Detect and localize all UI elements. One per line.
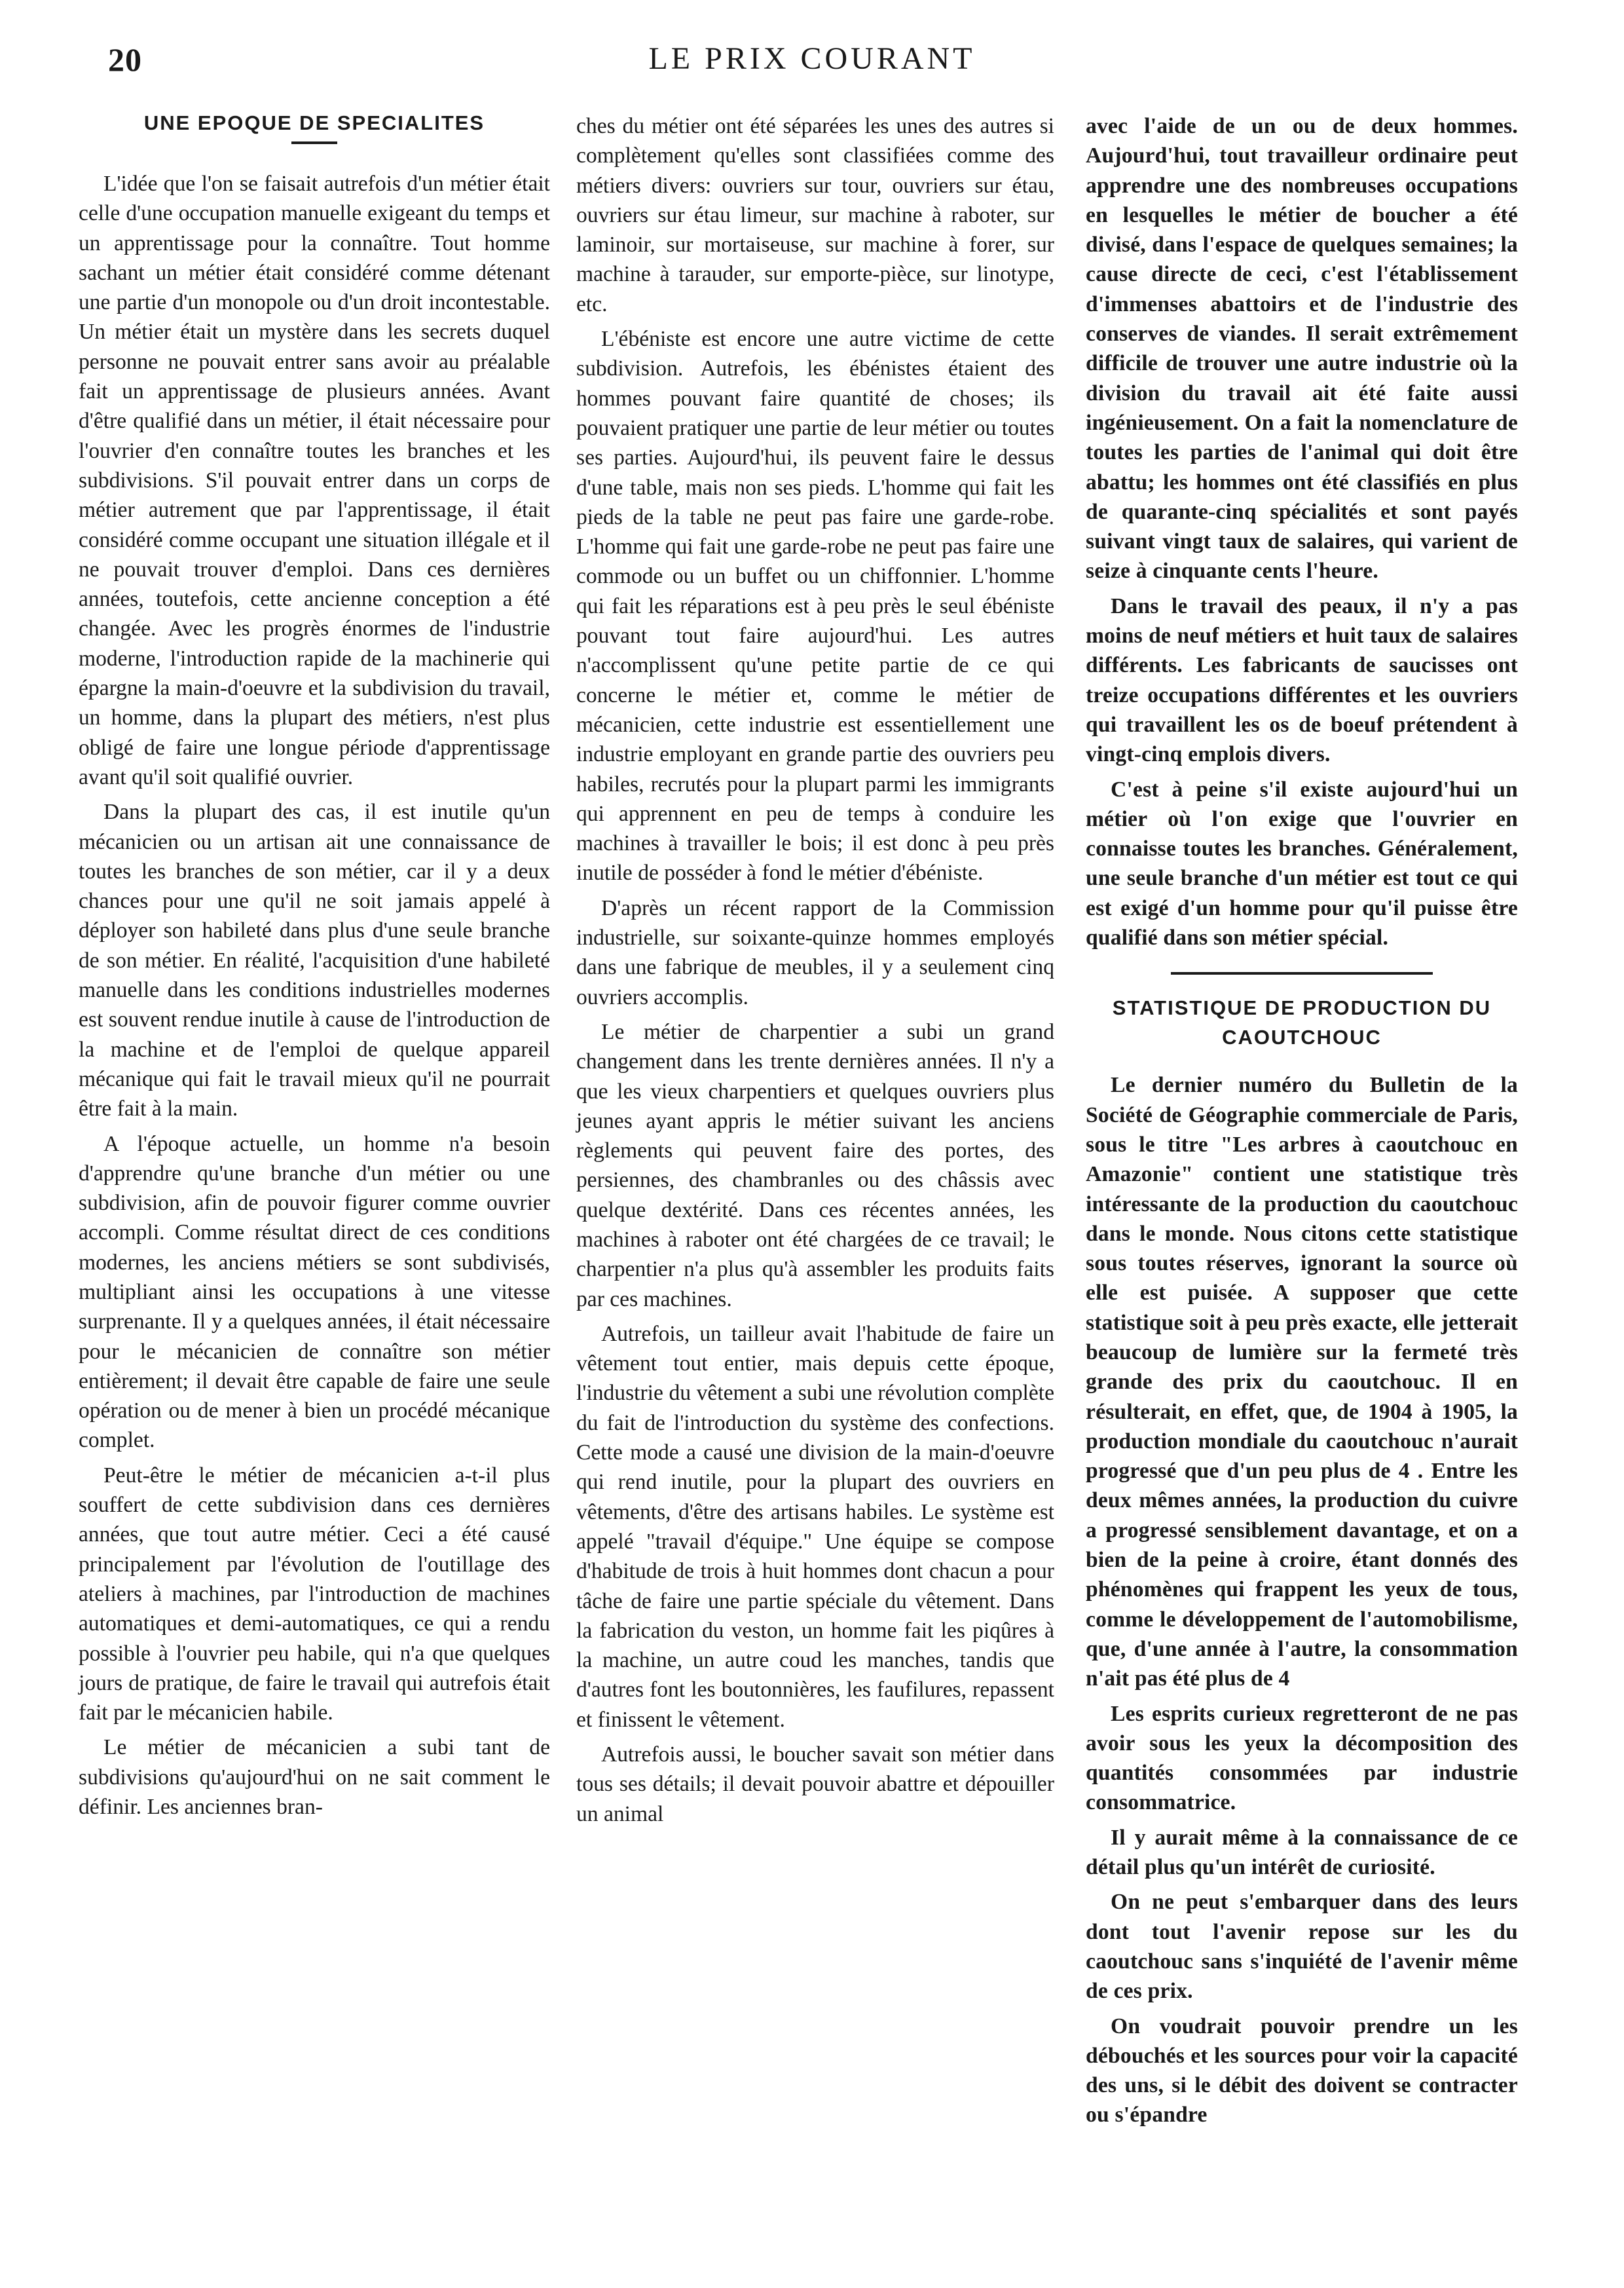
paragraph: Autrefois aussi, le boucher savait son métier dans tous ses détails; il devait pouvoir abattre et dépouiller un animal <box>576 1742 1054 1826</box>
page-number: 20 <box>108 41 142 78</box>
paragraph: A l'époque actuelle, un homme n'a besoin d'apprendre qu'une branche d'un métier ou une subdivision, afin de pouvoir figurer comme ouvrier accompli. Comme résultat direct de ces conditions modernes, les anciens métiers se sont subdivisés, multipliant ainsi les occupations à une vitesse surprenante. Il y a quelques années, il était nécessaire pour le mécanicien de connaître son métier entièrement; il devait être capable de faire une seule opération ou de mener à bien un procédé mécanique complet. <box>79 1131 550 1453</box>
paragraph: Dans le travail des peaux, il n'y a pas moins de neuf métiers et huit taux de salaires différents. Les fabricants de saucisses ont treize occupations différentes et les ouvriers qui travaillent les os de boeuf prétendent à vingt-cinq emplois divers. <box>1086 593 1518 767</box>
column-2 <box>576 111 1054 1834</box>
paragraph: avec l'aide de un ou de deux hommes. Aujourd'hui, tout travailleur ordinaire peut apprendre une des nombreuses occupations en lesquelles le métier de boucher a été divisé, dans l'espace de quelques semaines; la cause directe de ceci, c'est l'établissement d'immenses abattoirs et de l'industrie des conserves de viandes. Il serait extrêmement difficile de trouver une autre industrie où la division du travail ait été faite aussi ingénieusement. On a fait la nomenclature de toutes les parties de l'animal qui doit être abattu; les hommes ont été classifiés en plus de quarante-cinq spécialités et sont payés suivant vingt taux de salaires, qui varient de seize à cinquante cents l'heure. <box>1086 114 1518 584</box>
article-title-specialites: UNE EPOQUE DE SPECIALITES <box>143 111 485 134</box>
paragraph: On ne peut s'embarquer dans des leurs dont tout l'avenir repose sur les du caoutchouc sans s'inquiété de l'avenir même de ces prix. <box>1086 1890 1518 2004</box>
paragraph: Peut-être le métier de mécanicien a-t-il plus souffert de cette subdivision dans ces dernières années, que tout autre métier. Ceci a été causé principalement par l'évolution de l'outillage des ateliers à machines, par l'introduction de machines automatiques et demi-automatiques, ce qui a rendu possible à l'ouvrier peu habile, qui n'a que quelques jours de pratique, de faire le travail qui autrefois était fait par le mécanicien habile. <box>79 1463 550 1725</box>
paragraph: D'après un récent rapport de la Commission industrielle, sur soixante-quinze hommes employés dans une fabrique de meubles, il y a seulement cinq ouvriers accomplis. <box>576 895 1054 1009</box>
paragraph: C'est à peine s'il existe aujourd'hui un métier où l'on exige que l'ouvrier en connaisse toutes les branches. Généralement, une seule branche d'un métier est tout ce qui est exigé d'un homme pour qu'il puisse être qualifié dans son métier spécial. <box>1086 777 1518 950</box>
paragraph: Autrefois, un tailleur avait l'habitude de faire un vêtement tout entier, mais depuis cette époque, l'industrie du vêtement a subi une révolution complète du fait de l'introduction du système des confections. Cette mode a causé une division de la main-d'oeuvre qui rend inutile, pour la plupart des ouvriers en vêtements, d'être des artisans habiles. Le système est appelé "travail d'équipe." Une équipe se compose d'habitude de trois à huit hommes dont chacun a pour tâche de faire une partie spéciale du vêtement. Dans la fabrication du veston, un homme fait les piqûres à la machine, un autre coud les manches, tandis que d'autres font les boutonnières, les faufilures, repassent et finissent le vêtement. <box>576 1321 1054 1732</box>
paragraph: Le métier de charpentier a subi un grand changement dans les trente dernières années. Il n'y a que les vieux charpentiers et quelques ouvriers plus jeunes ayant appris le métier suivant les anciens règlements qui peuvent faire des portes, des persiennes, des chambranles ou des châssis avec quelque dextérité. Dans ces récentes années, les machines à raboter ont été chargées de ce travail; le charpentier n'a plus qu'à assembler les produits faits par ces machines. <box>576 1019 1054 1311</box>
article-title-caoutchouc: STATISTIQUE DE PRODUCTION DU CAOUTCHOUC <box>1112 996 1492 1049</box>
paragraph: On voudrait pouvoir prendre un les débouchés et les sources pour voir la capacité des uns, si le débit des doivent se contracter ou s'épandre <box>1086 2014 1518 2128</box>
paragraph: L'ébéniste est encore une autre victime de cette subdivision. Autrefois, les ébénistes étaient des hommes pouvant faire quantité de choses; ils pouvaient pratiquer une partie de leur métier ou toutes ses parties. Aujourd'hui, ils peuvent faire le dessus d'une table, mais non ses pieds. L'homme qui fait les pieds de la table ne peut pas faire une garde-robe. L'homme qui fait une garde-robe ne peut pas faire une commode ou un buffet ou un chiffonnier. L'homme qui fait les réparations est à peu près le seul ébéniste pouvant tout faire aujourd'hui. Les autres n'accomplissent qu'une petite partie de ce qui concerne le métier et, comme le métier de mécanicien, cette industrie est essentiellement une industrie employant en grande partie des ouvriers peu habiles, recrutés pour la plupart parmi les immigrants qui apprennent en peu de temps à conduire les machines à travailler le bois; il est donc à peu près inutile de posséder à fond le métier d'ébéniste. <box>576 327 1054 886</box>
journal-title: LE PRIX COURANT <box>648 41 976 76</box>
column-1 <box>79 108 550 1827</box>
paragraph: Le dernier numéro du Bulletin de la Société de Géographie commerciale de Paris, sous le titre "Les arbres à caoutchouc en Amazonie" contient une statistique très intéressante de la production du caoutchouc dans le monde. Nous citons cette statistique sous toutes réserves, ignorant la source où elle est puisée. A supposer que cette statistique soit à peu près exacte, elle jetterait beaucoup de lumière sur la fermeté très grande des prix du caoutchouc. Il en résulterait, en effet, que, de 1904 à 1905, la production mondiale du caoutchouc n'aurait progressé que d'un peu plus de 4 . Entre les deux mêmes années, la production du cuivre a progressé sensiblement davantage, et on a bien de la peine à croire, étant donnés des phénomènes qui frappent les yeux de tous, comme le développement de l'automobilisme, que, d'une année à l'autre, la consommation n'ait pas été plus de 4 <box>1086 1073 1518 1691</box>
paragraph: Les esprits curieux regretteront de ne pas avoir sous les yeux la décomposition des quantités consommées par industrie consommatrice. <box>1086 1701 1518 1815</box>
title-rule <box>291 141 337 144</box>
paragraph: Le métier de mécanicien a subi tant de subdivisions qu'aujourd'hui on ne sait comment le définir. Les anciennes bran- <box>79 1735 550 1820</box>
paragraph: L'idée que l'on se faisait autrefois d'un métier était celle d'une occupation manuelle exigeant du temps et un apprentissage pour la connaître. Tout homme sachant un métier était considéré comme détenant une partie d'un monopole ou d'un droit incontestable. Un métier était un mystère dans les secrets duquel personne ne pouvait entrer sans avoir au préalable fait un apprentissage de plusieurs années. Avant d'être qualifié dans un métier, il était nécessaire pour l'ouvrier d'en connaître toutes les branches et les subdivisions. S'il pouvait entrer dans un corps de métier autrement que par l'apprentissage, il était considéré comme occupant une situation illégale et il ne pouvait trouver d'emploi. Dans ces dernières années, toutefois, cette ancienne conception a été changée. Avec les progrès énormes de l'industrie moderne, l'introduction rapide de la machinerie qui épargne la main-d'oeuvre et la subdivision du travail, un homme, dans la plupart des métiers, n'est plus obligé de faire une longue période d'apprentissage avant qu'il soit qualifié ouvrier. <box>79 172 550 789</box>
paragraph: Il y aurait même à la connaissance de ce détail plus qu'un intérêt de curiosité. <box>1086 1825 1518 1880</box>
section-divider <box>1171 972 1433 975</box>
paragraph: Dans la plupart des cas, il est inutile qu'un mécanicien ou un artisan ait une connaissance de toutes les branches de son métier, car il y a deux chances pour une qu'il ne soit jamais appelé à déployer son habileté dans plus d'une seule branche de son métier. En réalité, l'acquisition d'une habileté manuelle dans les conditions industrielles modernes est souvent rendue inutile à cause de l'introduction de la machine et de l'emploi de quelque appareil mécanique qui fait le travail mieux qu'il ne pourrait être fait à la main. <box>79 800 550 1121</box>
paragraph: ches du métier ont été séparées les unes des autres si complètement qu'elles sont classifiées comme des métiers divers: ouvriers sur tour, ouvriers sur étau, ouvriers sur étau limeur, sur machine à raboter, sur laminoir, sur mortaiseuse, sur machine à forer, sur machine à tarauder, sur emporte-pièce, sur linotype, etc. <box>576 114 1054 316</box>
column-3 <box>1086 111 1518 2135</box>
